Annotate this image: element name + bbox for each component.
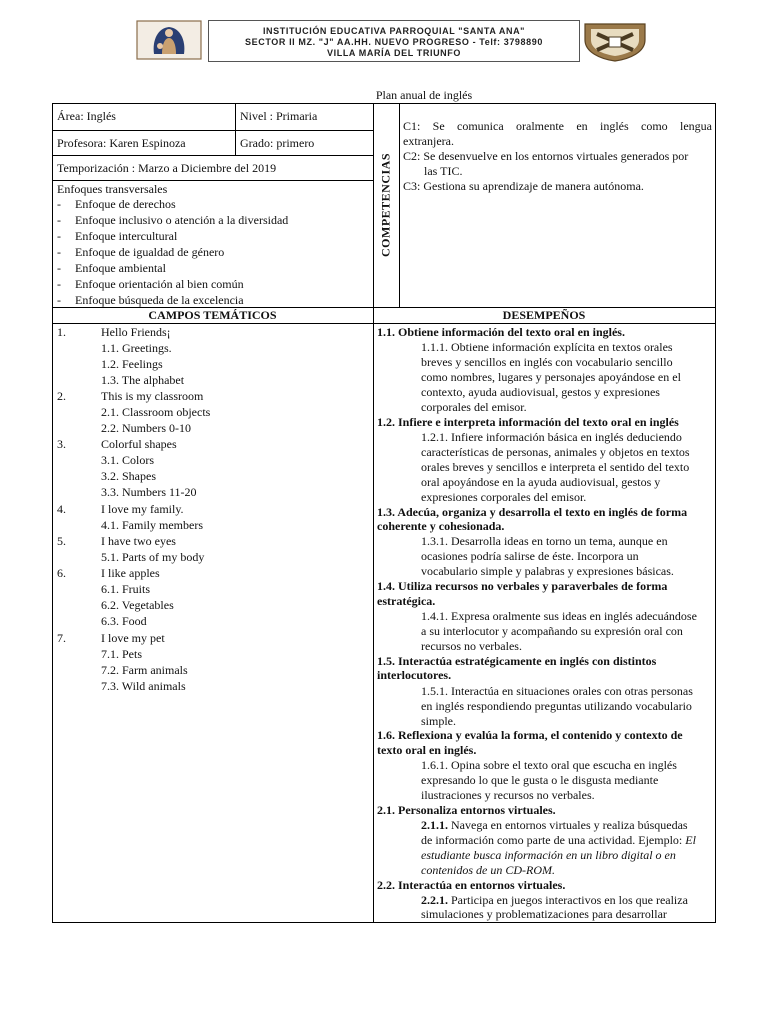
desempeno-line: como nombres, lugares y personajes apoyándose en el	[421, 370, 681, 384]
desempenos-header: DESEMPEÑOS	[502, 308, 586, 322]
desempeno-line: expresiones corporales del emisor.	[421, 490, 587, 504]
competencia-c3: C3: Gestiona su aprendizaje de manera autónoma.	[403, 179, 644, 193]
desempeno-line: simple.	[421, 714, 456, 728]
list-item: Enfoque de igualdad de género	[75, 245, 225, 259]
desempeno-example: contenidos de un CD-ROM.	[421, 863, 555, 877]
list-item-dash: -	[57, 245, 61, 259]
unit-subtopic: 4.1. Family members	[101, 518, 203, 532]
unit-subtopic: 3.1. Colors	[101, 453, 155, 467]
school-crest-left	[136, 20, 202, 60]
school-banner	[208, 20, 580, 62]
list-item-dash: -	[57, 293, 61, 307]
unit-number: 7.	[57, 631, 66, 645]
school-address: SECTOR II MZ. "J" AA.HH. NUEVO PROGRESO - Telf: 3798890	[245, 37, 543, 47]
unit-subtopic: 7.3. Wild animals	[101, 679, 186, 693]
desempeno-line: ilustraciones y recursos no verbales.	[421, 788, 595, 802]
desempeno-example: El	[685, 833, 696, 847]
desempeno-line: recursos no verbales.	[421, 639, 522, 653]
competencias-label: COMPETENCIAS	[378, 152, 393, 258]
list-item-dash: -	[57, 277, 61, 291]
desempeno-line: corporales del emisor.	[421, 400, 527, 414]
desempeno-heading: texto oral en inglés.	[377, 743, 477, 757]
desempeno-line: expresando lo que le gusta o le disgusta mediante	[421, 773, 659, 787]
desempeno-number: 2.1.1.	[421, 818, 448, 832]
desempeno-example: estudiante busca información en un libro digital o en	[421, 848, 676, 862]
unit-title: This is my classroom	[101, 389, 204, 403]
desempeno-line: contexto, ayuda audiovisual, gestos y expresiones	[421, 385, 660, 399]
school-name: INSTITUCIÓN EDUCATIVA PARROQUIAL "SANTA ANA"	[262, 26, 526, 36]
unit-subtopic: 2.2. Numbers 0-10	[101, 421, 191, 435]
list-item: Enfoque inclusivo o atención a la diversidad	[75, 213, 289, 227]
unit-subtopic: 1.2. Feelings	[101, 357, 163, 371]
unit-title: I like apples	[101, 566, 160, 580]
desempeno-text: Participa en juegos interactivos en los que realiza	[448, 893, 688, 907]
desempeno-line: a su interlocutor y acompañando su expresión oral con	[421, 624, 683, 638]
document-title: Plan anual de inglés	[375, 88, 473, 102]
unit-title: Hello Friends¡	[101, 325, 171, 339]
desempeno-heading: 2.2. Interactúa en entornos virtuales.	[377, 878, 566, 892]
list-item-dash: -	[57, 229, 61, 243]
desempeno-heading: 1.1. Obtiene información del texto oral en inglés.	[377, 325, 625, 339]
desempeno-heading: 2.1. Personaliza entornos virtuales.	[377, 803, 556, 817]
unit-subtopic: 1.1. Greetings.	[101, 341, 172, 355]
desempeno-number: 2.2.1.	[421, 893, 448, 907]
competencia-c2-line1: C2: Se desenvuelve en los entornos virtuales generados por	[403, 149, 689, 163]
desempeno-line	[421, 818, 688, 833]
unit-subtopic: 6.3. Food	[101, 614, 147, 628]
enfoques-title: Enfoques transversales	[57, 182, 168, 196]
list-item-dash: -	[57, 197, 61, 211]
unit-title: I love my family.	[101, 502, 184, 516]
unit-number: 4.	[57, 502, 66, 516]
unit-subtopic: 1.3. The alphabet	[101, 373, 185, 387]
temporizacion-cell: Temporización : Marzo a Diciembre del 2019	[57, 161, 277, 175]
competencia-c2-line2: las TIC.	[424, 164, 463, 178]
desempeno-heading: 1.3. Adecúa, organiza y desarrolla el texto en inglés de forma	[377, 505, 688, 519]
area-cell: Área: Inglés	[57, 109, 116, 123]
unit-number: 1.	[57, 325, 66, 339]
competencia-c1-line1: C1: Se comunica oralmente en inglés como lengua	[403, 119, 712, 133]
school-crest-right	[582, 20, 648, 62]
unit-title: Colorful shapes	[101, 437, 177, 451]
competencia-c1-line2: extranjera.	[403, 134, 454, 148]
unit-subtopic: 3.3. Numbers 11-20	[101, 485, 197, 499]
desempeno-line: vocabulario simple y palabras y expresiones básicas.	[421, 564, 674, 578]
list-item: Enfoque intercultural	[75, 229, 178, 243]
unit-number: 5.	[57, 534, 66, 548]
grado-cell: Grado: primero	[240, 136, 315, 150]
list-item-dash: -	[57, 261, 61, 275]
desempeno-line: 1.6.1. Opina sobre el texto oral que escucha en inglés	[421, 758, 677, 772]
list-item: Enfoque orientación al bien común	[75, 277, 244, 291]
unit-subtopic: 6.1. Fruits	[101, 582, 151, 596]
unit-number: 3.	[57, 437, 66, 451]
desempeno-line: 1.3.1. Desarrolla ideas en torno un tema, aunque en	[421, 534, 668, 548]
unit-number: 2.	[57, 389, 66, 403]
unit-number: 6.	[57, 566, 66, 580]
desempeno-line	[421, 893, 688, 908]
desempeno-line: 1.1.1. Obtiene información explícita en textos orales	[421, 340, 673, 354]
desempeno-line: características de personas, animales y objetos en textos	[421, 445, 690, 459]
desempeno-line: orales breves y sencillos e interpreta el sentido del texto	[421, 460, 690, 474]
desempeno-line: 1.4.1. Expresa oralmente sus ideas en inglés adecuándose	[421, 609, 697, 623]
unit-title: I love my pet	[101, 631, 165, 645]
desempeno-heading: 1.6. Reflexiona y evalúa la forma, el contenido y contexto de	[377, 728, 683, 742]
desempeno-heading: 1.4. Utiliza recursos no verbales y paraverbales de forma	[377, 579, 668, 593]
unit-subtopic: 2.1. Classroom objects	[101, 405, 211, 419]
desempeno-line: simulaciones y problematizaciones para desarrollar	[421, 907, 667, 921]
desempeno-line: 1.2.1. Infiere información básica en inglés deduciendo	[421, 430, 682, 444]
unit-subtopic: 7.2. Farm animals	[101, 663, 188, 677]
desempeno-line: 1.5.1. Interactúa en situaciones orales con otras personas	[421, 684, 693, 698]
desempeno-heading: estratégica.	[377, 594, 436, 608]
campos-header: CAMPOS TEMÁTICOS	[148, 308, 277, 322]
desempeno-heading: 1.2. Infiere e interpreta información del texto oral en inglés	[377, 415, 679, 429]
desempeno-line: en inglés respondiendo preguntas utilizando vocabulario	[421, 699, 692, 713]
school-district: VILLA MARÍA DEL TRIUNFO	[327, 48, 461, 58]
list-item-dash: -	[57, 213, 61, 227]
desempeno-line: breves y sencillos en inglés con vocabulario sencillo	[421, 355, 673, 369]
desempeno-line: oral apoyándose en la ayuda audiovisual, gestos y	[421, 475, 661, 489]
list-item: Enfoque de derechos	[75, 197, 176, 211]
list-item: Enfoque ambiental	[75, 261, 166, 275]
unit-subtopic: 7.1. Pets	[101, 647, 143, 661]
desempeno-line: ocasiones podría salirse de éste. Incorpora un	[421, 549, 639, 563]
unit-subtopic: 5.1. Parts of my body	[101, 550, 205, 564]
profesora-cell: Profesora: Karen Espinoza	[57, 136, 186, 150]
desempeno-text: Navega en entornos virtuales y realiza búsquedas	[448, 818, 688, 832]
desempeno-line	[421, 833, 696, 848]
unit-subtopic: 3.2. Shapes	[101, 469, 156, 483]
nivel-cell: Nivel : Primaria	[240, 109, 318, 123]
desempeno-text: de información como parte de una actividad. Ejemplo:	[421, 833, 686, 847]
unit-title: I have two eyes	[101, 534, 176, 548]
list-item: Enfoque búsqueda de la excelencia	[75, 293, 244, 307]
desempeno-heading: coherente y cohesionada.	[377, 519, 505, 533]
desempeno-heading: 1.5. Interactúa estratégicamente en inglés con distintos	[377, 654, 657, 668]
unit-subtopic: 6.2. Vegetables	[101, 598, 174, 612]
desempeno-heading: interlocutores.	[377, 668, 452, 682]
